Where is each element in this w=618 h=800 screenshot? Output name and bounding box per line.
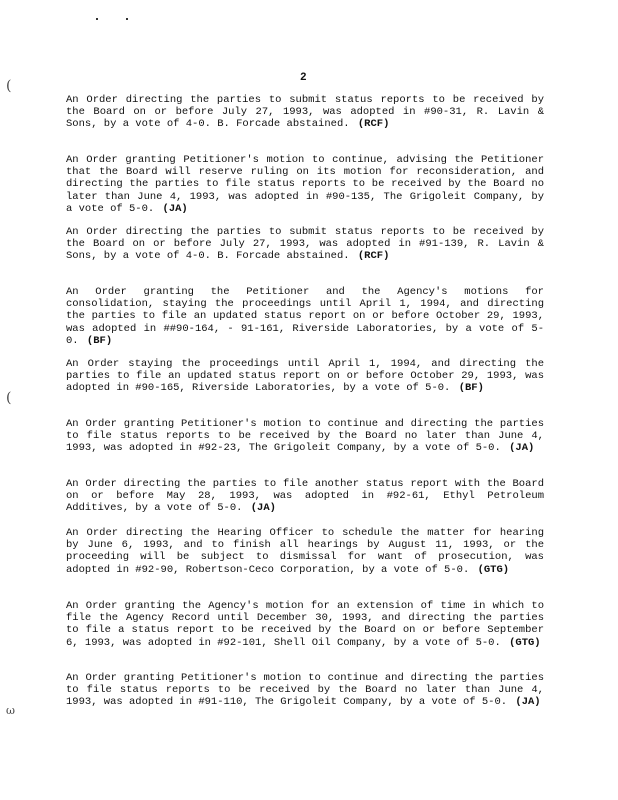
- order-initials: (RCF): [357, 250, 390, 263]
- order-paragraph: [66, 286, 544, 347]
- order-initials: (GTG): [477, 563, 510, 576]
- order-paragraph: [66, 418, 544, 455]
- scan-speck: [96, 18, 98, 20]
- order-initials: (JA): [509, 442, 535, 455]
- order-initials: (JA): [162, 202, 188, 215]
- order-paragraph: [66, 527, 544, 576]
- order-paragraph: [66, 478, 544, 515]
- order-text: An Order staying the proceedings until April 1, 1994, and directing the parties to file an updated status report on or before October 29, 1993, was adopted in #90-165, Riverside Laboratories, by a vote of 5-0.: [66, 358, 544, 395]
- page-number: 2: [300, 72, 307, 84]
- margin-bracket-mark: (: [6, 390, 12, 406]
- order-paragraph: [66, 94, 544, 131]
- order-text: An Order directing the parties to submit status reports to be received by the Board on or before July 27, 1993, was adopted in #90-31, R. Lavin & Sons, by a vote of 4-0. B. Forcade abstained.: [66, 94, 544, 131]
- order-initials: (JA): [250, 502, 276, 515]
- order-text: An Order granting the Petitioner and the Agency's motions for consolidation, staying the proceedings until April 1, 1994, and directing the parties to file an updated status report on or before October 29, 1993, was adopted in ##90-164, - 91-161, Riverside Laboratories, by a vote of 5-0.: [66, 286, 544, 347]
- margin-bracket-mark: (: [6, 78, 12, 94]
- order-paragraph: [66, 600, 544, 649]
- order-text: An Order directing the parties to file another status report with the Board on or before May 28, 1993, was adopted in #92-61, Ethyl Petroleum Additives, by a vote of 5-0.: [66, 478, 544, 515]
- order-initials: (BF): [86, 334, 113, 347]
- order-initials: (BF): [458, 382, 484, 395]
- order-paragraph: [66, 226, 544, 263]
- order-text: An Order granting Petitioner's motion to continue and directing the parties to file status reports to be received by the Board no later than June 4, 1993, was adopted in #91-110, The Grigoleit Company, by a vote of 5-0.: [66, 672, 544, 709]
- order-initials: (RCF): [357, 118, 390, 131]
- scan-speck: [126, 18, 128, 20]
- order-paragraph: [66, 358, 544, 395]
- order-text: An Order granting Petitioner's motion to continue, advising the Petitioner that the Board will reserve ruling on its motion for reconsideration, and directing the parties to file status reports to be received by the Board no later than June 4, 1993, was adopted in #90-135, The Grigoleit Company, by a vote of 5-0.: [66, 154, 544, 215]
- order-text: An Order directing the Hearing Officer to schedule the matter for hearing by June 6, 1993, and to finish all hearings by August 11, 1993, or the proceeding will be subject to dismissal for want of prosecution, was adopted in #92-90, Robertson-Ceco Corporation, by a vote of 5-0.: [66, 527, 544, 576]
- order-paragraph: [66, 154, 544, 215]
- order-text: An Order granting Petitioner's motion to continue and directing the parties to file status reports to be received by the Board no later than June 4, 1993, was adopted in #92-23, The Grigoleit Company, by a vote of 5-0.: [66, 418, 544, 455]
- order-initials: (GTG): [509, 636, 541, 649]
- order-initials: (JA): [515, 696, 541, 709]
- margin-bracket-mark: ω: [6, 704, 15, 717]
- order-text: An Order granting the Agency's motion for an extension of time in which to file the Agency Record until December 30, 1993, and directing the parties to file a status report to be received by the Board on or before September 6, 1993, was adopted in #92-101, Shell Oil Company, by a vote of 5-0.: [66, 600, 544, 649]
- order-paragraph: [66, 672, 544, 709]
- order-text: An Order directing the parties to submit status reports to be received by the Board on or before July 27, 1993, was adopted in #91-139, R. Lavin & Sons, by a vote of 4-0. B. Forcade abstained.: [66, 226, 544, 263]
